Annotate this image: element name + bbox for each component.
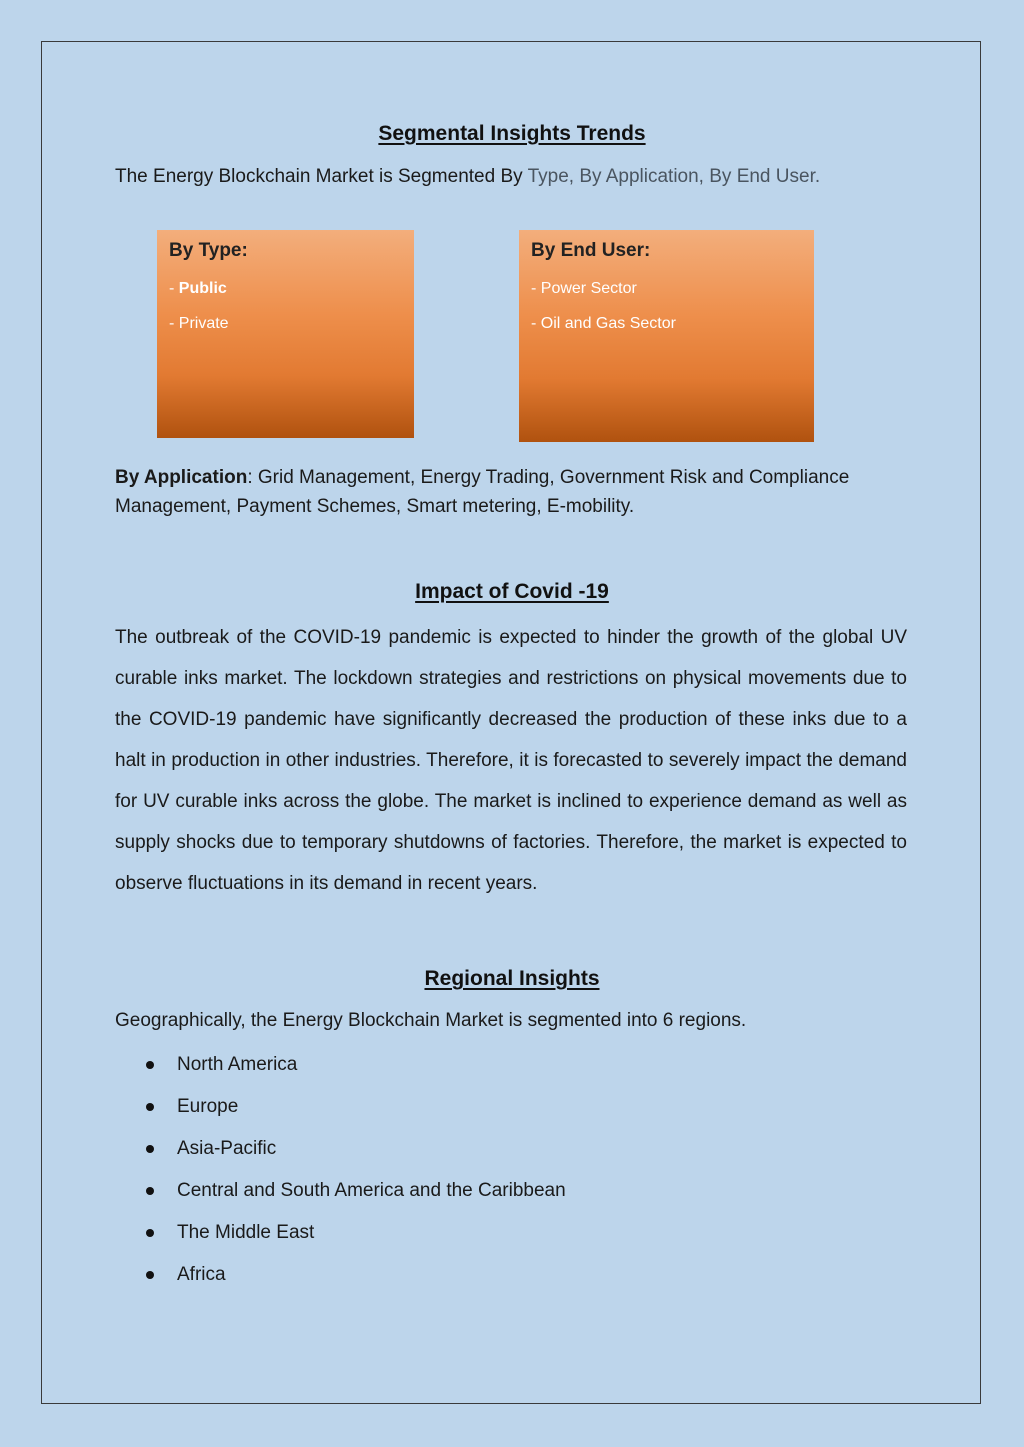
regional-heading: Regional Insights	[424, 967, 600, 990]
regional-intro: Geographically, the Energy Blockchain Market is segmented into 6 regions.	[115, 1010, 747, 1031]
by-end-user-box	[519, 230, 814, 442]
region-item: Europe	[115, 1090, 566, 1132]
region-list	[115, 1048, 566, 1300]
by-type-item-private: - Private	[169, 315, 229, 332]
by-end-user-item-power: - Power Sector	[531, 280, 637, 297]
segmental-intro	[115, 166, 907, 188]
region-item: North America	[115, 1048, 566, 1090]
region-item: Africa	[115, 1258, 566, 1300]
by-type-item-public	[169, 280, 402, 298]
covid-heading: Impact of Covid -19	[415, 580, 609, 603]
by-application-text	[115, 463, 907, 521]
by-type-public-label: Public	[178, 280, 227, 297]
by-type-dash: -	[169, 280, 179, 297]
segmental-heading: Segmental Insights Trends	[378, 122, 646, 145]
by-application-label: By Application	[115, 467, 248, 488]
by-end-user-title: By End User:	[531, 240, 651, 261]
by-end-user-item-oil-gas: - Oil and Gas Sector	[531, 315, 676, 332]
region-item: Asia-Pacific	[115, 1132, 566, 1174]
segmental-intro-text: The Energy Blockchain Market is Segmented By	[115, 166, 528, 187]
covid-body: The outbreak of the COVID-19 pandemic is expected to hinder the growth of the global UV curable inks market. The lockdown strategies and restrictions on physical movements due to the COVID-19 pandemic have significantly decreased the production of these inks due to a halt in production in other industries. Therefore, it is forecasted to severely impact the demand for UV curable inks across the globe. The market is inclined to experience demand as well as supply shocks due to temporary shutdowns of factories. Therefore, the market is expected to observe fluctuations in its demand in recent years.	[115, 627, 907, 894]
region-item: Central and South America and the Caribbean	[115, 1174, 566, 1216]
by-type-box	[157, 230, 414, 438]
by-application-list: : Grid Management, Energy Trading, Government Risk and Compliance Management, Payment Schemes, Smart metering, E-mobility.	[115, 467, 850, 517]
by-type-title: By Type:	[169, 240, 248, 261]
segmental-intro-highlight: Type, By Application, By End User.	[527, 166, 821, 187]
region-item: The Middle East	[115, 1216, 566, 1258]
